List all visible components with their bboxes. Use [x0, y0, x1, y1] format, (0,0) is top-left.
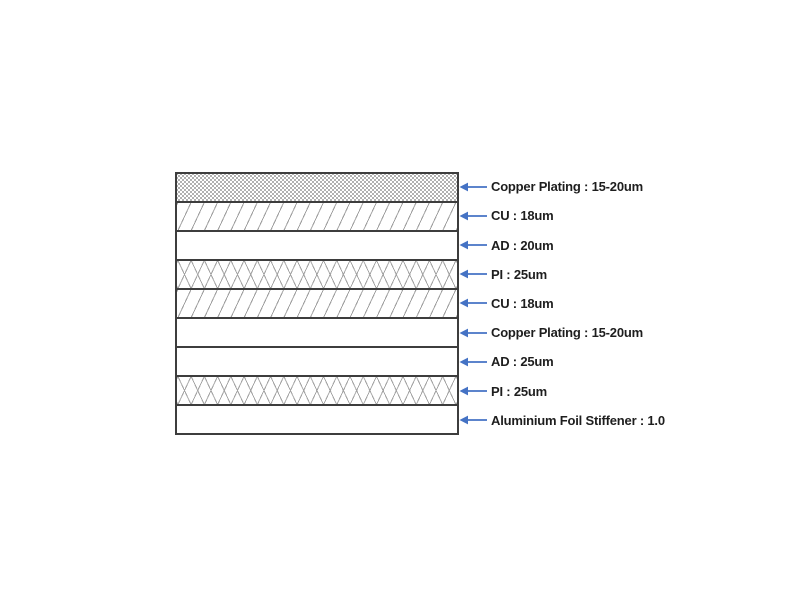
layer-annotations: [459, 172, 719, 435]
left-arrow-icon: [459, 385, 487, 397]
layer-9-aluminium-foil-stiffener: [177, 406, 457, 433]
layer-annotation-9: [459, 406, 719, 435]
left-arrow-icon: [459, 239, 487, 251]
left-arrow-icon: [459, 268, 487, 280]
layer-label: AD : 20um: [491, 237, 554, 253]
layer-label: Aluminium Foil Stiffener : 1.0: [491, 412, 665, 428]
layer-7-ad: [177, 348, 457, 377]
layer-annotation-1: [459, 172, 719, 201]
layer-3-ad: [177, 232, 457, 261]
layer-annotation-8: [459, 377, 719, 406]
layer-annotation-4: [459, 260, 719, 289]
layer-5-cu: [177, 290, 457, 319]
layer-2-cu: [177, 203, 457, 232]
left-arrow-icon: [459, 327, 487, 339]
left-arrow-icon: [459, 210, 487, 222]
layer-6-copper-plating: [177, 319, 457, 348]
layer-annotation-3: [459, 230, 719, 259]
layer-annotation-6: [459, 318, 719, 347]
layer-4-pi: [177, 261, 457, 290]
layer-annotation-7: [459, 347, 719, 376]
layer-label: Copper Plating : 15-20um: [491, 325, 643, 341]
left-arrow-icon: [459, 181, 487, 193]
layer-1-copper-plating: [177, 174, 457, 203]
layer-label: PI : 25um: [491, 383, 547, 399]
layer-label: CU : 18um: [491, 295, 554, 311]
left-arrow-icon: [459, 297, 487, 309]
layer-annotation-2: [459, 201, 719, 230]
layer-label: PI : 25um: [491, 266, 547, 282]
layer-label: AD : 25um: [491, 354, 554, 370]
layer-annotation-5: [459, 289, 719, 318]
left-arrow-icon: [459, 356, 487, 368]
layer-label: CU : 18um: [491, 208, 554, 224]
layer-label: Copper Plating : 15-20um: [491, 179, 643, 195]
left-arrow-icon: [459, 414, 487, 426]
layer-stack: [175, 172, 459, 435]
layer-8-pi: [177, 377, 457, 406]
